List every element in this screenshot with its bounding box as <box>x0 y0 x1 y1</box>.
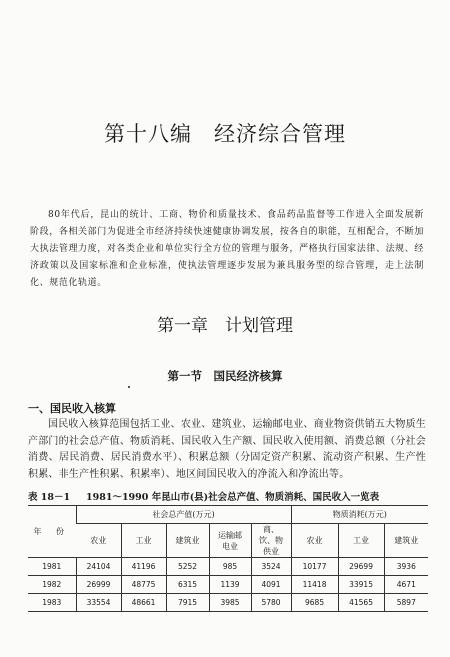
table-cell: 33915 <box>338 576 384 594</box>
table-cell: 26999 <box>76 576 121 594</box>
table-cell: 5252 <box>166 558 209 576</box>
table-cell: 1139 <box>209 576 251 594</box>
column-header: 建筑业 <box>166 524 209 558</box>
table-row <box>28 558 428 576</box>
column-header: 运输邮电业 <box>209 524 251 558</box>
table-cell: 4091 <box>251 576 291 594</box>
table-cell: 33554 <box>76 594 121 612</box>
table-cell: 3985 <box>209 594 251 612</box>
table-cell: 9685 <box>291 594 338 612</box>
table-cell: 4671 <box>384 576 428 594</box>
body-paragraph: 国民收入核算范围包括工业、农业、建筑业、运输邮电业、商业物资供销五大物质生产部门的社会总产值、物质消耗、国民收入生产额、国民收入使用额、消费总额（分社会消费、居民消费、居民消费水平）、积累总额（分固定资产积累、流动资产积累、生产性积累、非生产性积累、积累率）、地区间国民收入的净流入和净流出等。 <box>28 419 426 480</box>
table-cell: 41565 <box>338 594 384 612</box>
table-cell: 48775 <box>121 576 166 594</box>
chapter-title: 第一章 计划管理 <box>157 316 293 336</box>
year-cell: 1983 <box>28 594 76 612</box>
table-cell: 11418 <box>291 576 338 594</box>
column-header: 商、饮、物供业 <box>251 524 291 558</box>
table-cell: 10177 <box>291 558 338 576</box>
table-cell: 985 <box>209 558 251 576</box>
column-header: 工业 <box>338 524 384 558</box>
table-caption <box>28 489 428 503</box>
table-cell: 3936 <box>384 558 428 576</box>
column-header: 建筑业 <box>384 524 428 558</box>
part-title: 第十八编 经济综合管理 <box>104 122 346 146</box>
intro-paragraph: 80年代后，昆山的统计、工商、物价和质量技术、食品药品监督等工作进入全面发展新阶段，各相关部门为促进全市经济持续快速健康协调发展，按各自的职能，互相配合，不断加大执法管理力度，对各类企业和单位实行全方位的管理与服务，严格执行国家法律、法规、经济政策以及国家标准和企业标准，使执法管理逐步发展为兼具服务型的综合管理，走上法制化、规范化轨道。 <box>30 210 424 288</box>
data-table <box>28 505 428 612</box>
table-cell: 41196 <box>121 558 166 576</box>
table-row <box>28 594 428 612</box>
year-cell: 1982 <box>28 576 76 594</box>
table-cell: 24104 <box>76 558 121 576</box>
column-header: 工业 <box>121 524 166 558</box>
table-cell: 5780 <box>251 594 291 612</box>
table-row <box>28 576 428 594</box>
table-title: 1981～1990 年昆山市(县)社会总产值、物质消耗、国民收入一览表 <box>86 492 380 503</box>
table-number: 表 18－1 <box>28 492 71 503</box>
subsection-heading: 一、国民收入核算 <box>28 402 116 415</box>
table-cell: 6315 <box>166 576 209 594</box>
table-cell: 3524 <box>251 558 291 576</box>
year-column-header: 年 份 <box>28 506 76 558</box>
table-cell: 7915 <box>166 594 209 612</box>
data-table-wrapper <box>28 505 428 612</box>
table-cell: 5897 <box>384 594 428 612</box>
column-header: 农业 <box>76 524 121 558</box>
group-header-material-consumption: 物质消耗(万元) <box>291 506 428 524</box>
group-header-total-output: 社会总产值(万元) <box>76 506 291 524</box>
ink-dot <box>128 386 130 388</box>
table-cell: 48661 <box>121 594 166 612</box>
section-title: 第一节 国民经济核算 <box>167 369 283 383</box>
column-header: 农业 <box>291 524 338 558</box>
year-cell: 1981 <box>28 558 76 576</box>
table-cell: 29699 <box>338 558 384 576</box>
